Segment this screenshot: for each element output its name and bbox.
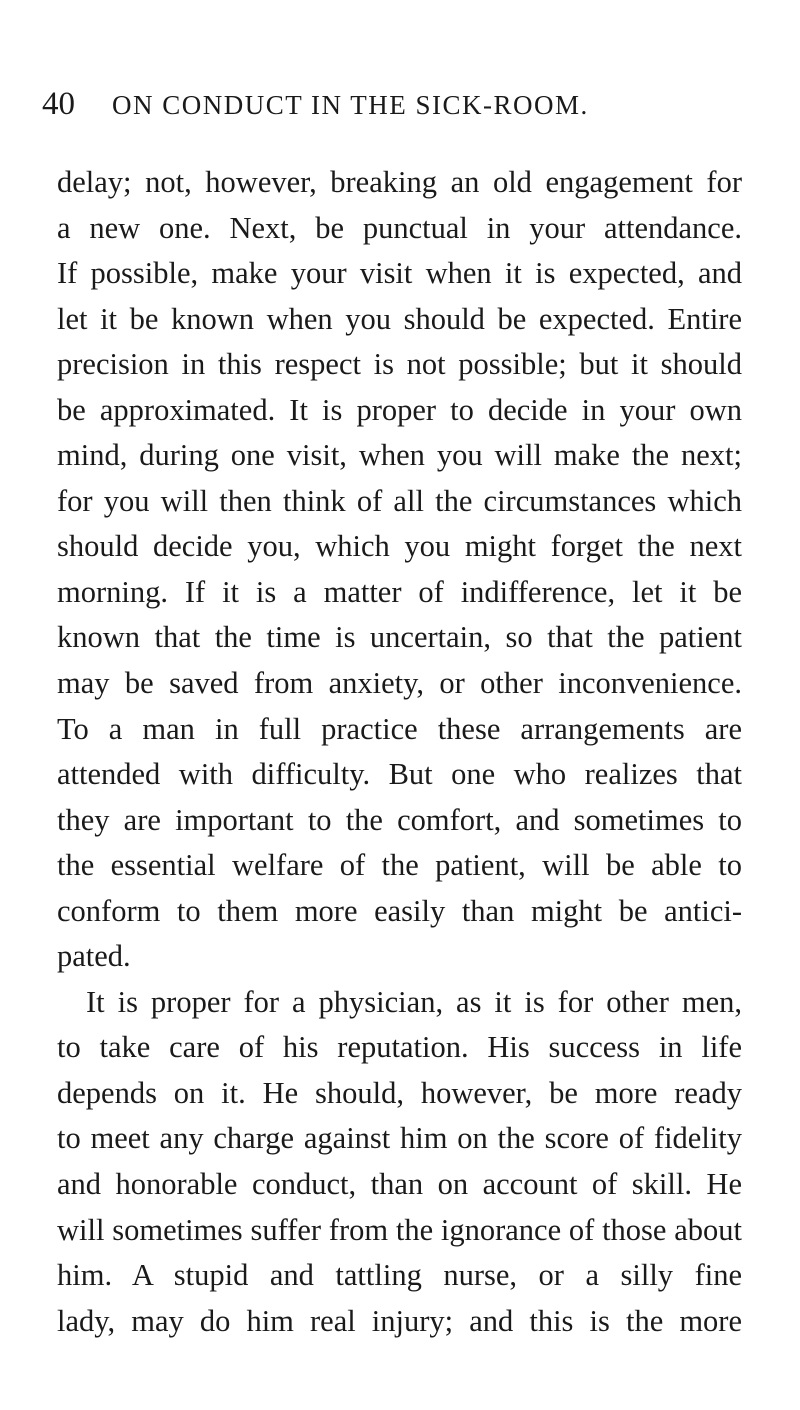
text-line: delay; not, however, breaking an old engagement for [57, 165, 742, 199]
text-line: may be saved from anxiety, or other inconvenience. [57, 666, 742, 701]
text-line: depends on it. He should, however, be more ready [57, 1075, 742, 1110]
text-line: to meet any charge against him on the score of fidelity [57, 1121, 742, 1156]
text-line: the essential welfare of the patient, will be able to [57, 848, 742, 883]
text-line: morning. If it is a matter of indifference, let it be [57, 574, 742, 609]
text-line: a new one. Next, be punctual in your attendance. [57, 210, 742, 245]
text-line: mind, during one visit, when you will make the next; [57, 438, 742, 473]
text-line: known that the time is uncertain, so that the patient [57, 620, 742, 655]
text-line: and honorable conduct, than on account of skill. He [57, 1167, 742, 1202]
text-line: It is proper for a physician, as it is for other men, [86, 984, 742, 1019]
text-line: precision in this respect is not possible; but it should [57, 347, 742, 382]
text-line: to take care of his reputation. His success in life [57, 1030, 742, 1065]
text-line: If possible, make your visit when it is expected, and [57, 256, 742, 291]
text-line: him. A stupid and tattling nurse, or a silly fine [57, 1258, 742, 1293]
text-line: pated. [57, 939, 131, 974]
text-line: be approximated. It is proper to decide in your own [57, 392, 742, 427]
text-line: attended with difficulty. But one who realizes that [57, 757, 742, 792]
body-text [57, 160, 742, 1344]
text-line: lady, may do him real injury; and this is the more [57, 1303, 742, 1338]
running-title: ON CONDUCT IN THE SICK-ROOM. [112, 90, 589, 120]
text-line: To a man in full practice these arrangements are [57, 711, 742, 746]
text-line: will sometimes suffer from the ignorance of those about [57, 1212, 742, 1247]
text-line: they are important to the comfort, and sometimes to [57, 802, 742, 837]
text-line: for you will then think of all the circumstances which [57, 483, 742, 518]
page-number: 40 [42, 86, 75, 122]
text-line: conform to them more easily than might be antici- [57, 893, 742, 928]
text-line: should decide you, which you might forget the next [57, 529, 742, 564]
text-line: let it be known when you should be expected. Entire [57, 301, 742, 336]
page-header [42, 86, 742, 126]
